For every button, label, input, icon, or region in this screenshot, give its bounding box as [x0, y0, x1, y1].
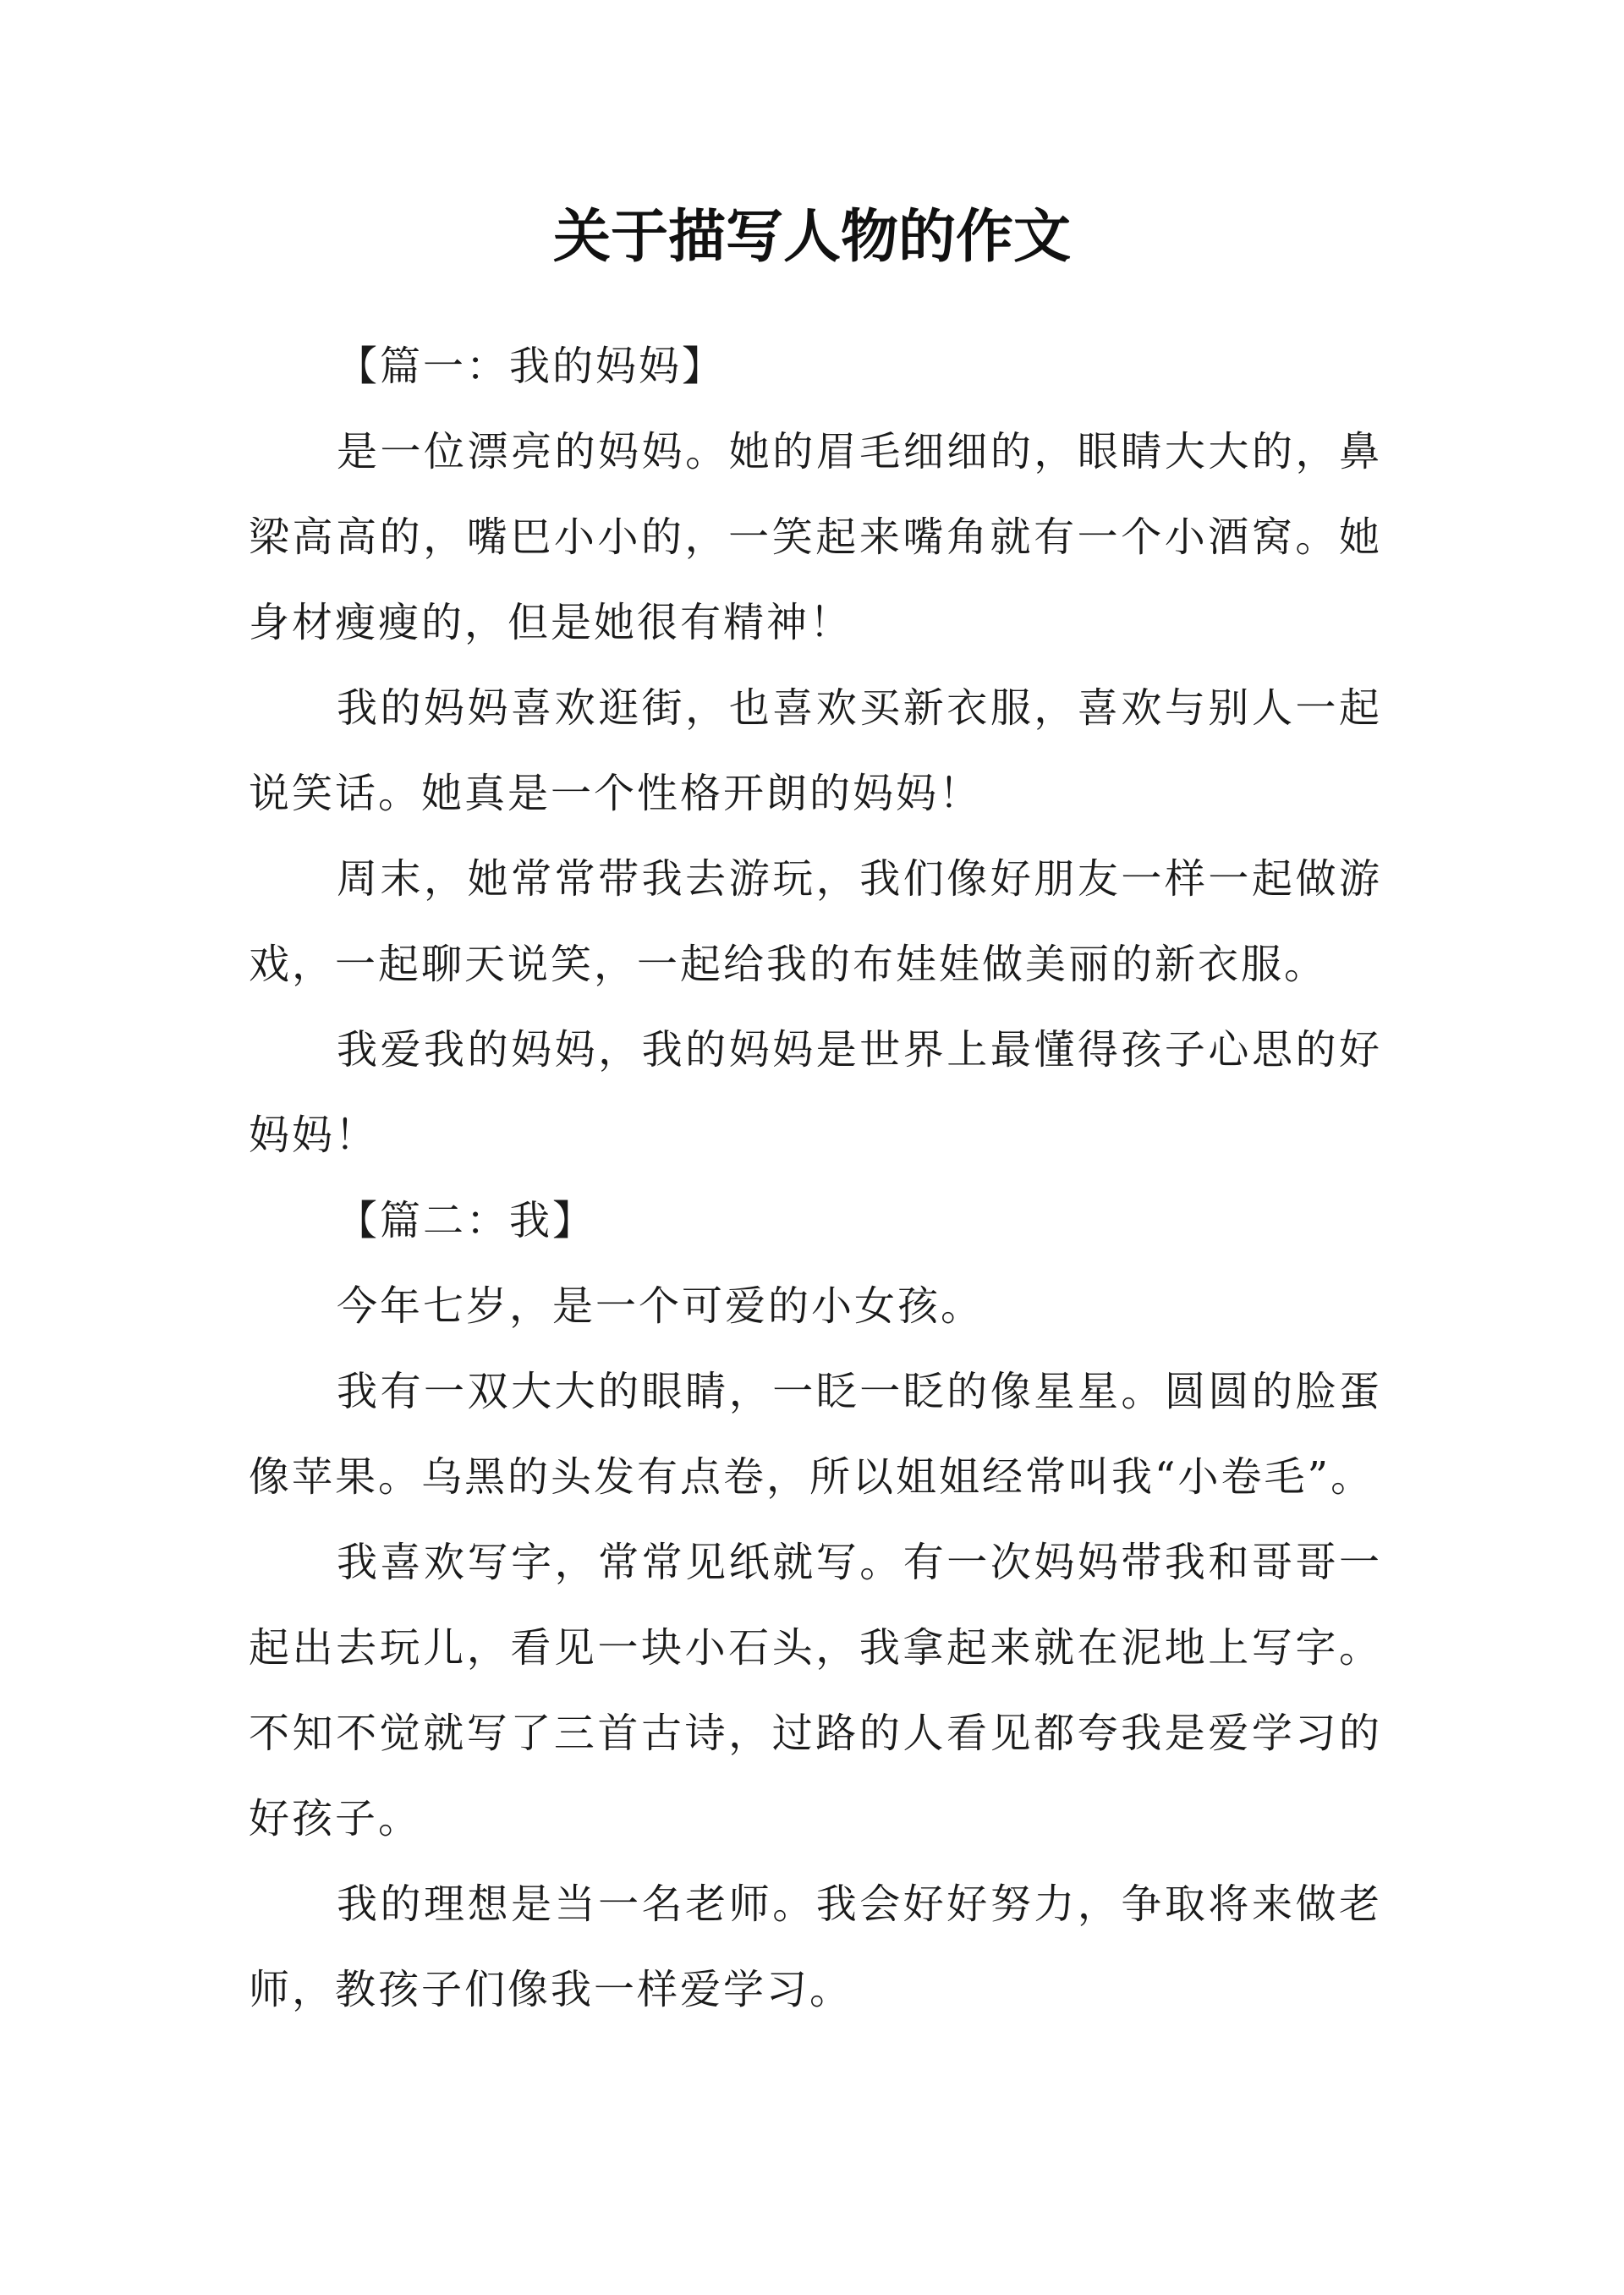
paragraph: 我的理想是当一名老师。我会好好努力，争取将来做老师，教孩子们像我一样爱学习。 [249, 1880, 1382, 2013]
document-title: 关于描写人物的作文 [552, 204, 1071, 271]
paragraph: 我爱我的妈妈，我的妈妈是世界上最懂得孩子心思的好妈妈！ [249, 1026, 1382, 1159]
document-body [249, 324, 1382, 2033]
paragraph: 我喜欢写字，常常见纸就写。有一次妈妈带我和哥哥一起出去玩儿，看见一块小石头，我拿起来就在泥地上写字。不知不觉就写了三首古诗，过路的人看见都夸我是爱学习的好孩子。 [249, 1539, 1382, 1842]
paragraph: 周末，她常常带我去游玩，我们像好朋友一样一起做游戏，一起聊天说笑，一起给我的布娃娃做美丽的新衣服。 [249, 855, 1382, 988]
section-heading-2: 【篇二：我】 [337, 1197, 596, 1244]
paragraph: 我的妈妈喜欢逛街，也喜欢买新衣服，喜欢与别人一起说笑话。她真是一个性格开朗的妈妈！ [249, 684, 1382, 817]
section-heading-1: 【篇一：我的妈妈】 [337, 343, 726, 390]
paragraph: 我有一双大大的眼睛，一眨一眨的像星星。圆圆的脸蛋像苹果。乌黑的头发有点卷，所以姐姐经常叫我“小卷毛”。 [249, 1368, 1382, 1501]
paragraph: 是一位漂亮的妈妈。她的眉毛细细的，眼睛大大的，鼻梁高高的，嘴巴小小的，一笑起来嘴角就有一个小酒窝。她身材瘦瘦的，但是她很有精神！ [249, 428, 1382, 646]
paragraph: 今年七岁，是一个可爱的小女孩。 [337, 1282, 985, 1330]
